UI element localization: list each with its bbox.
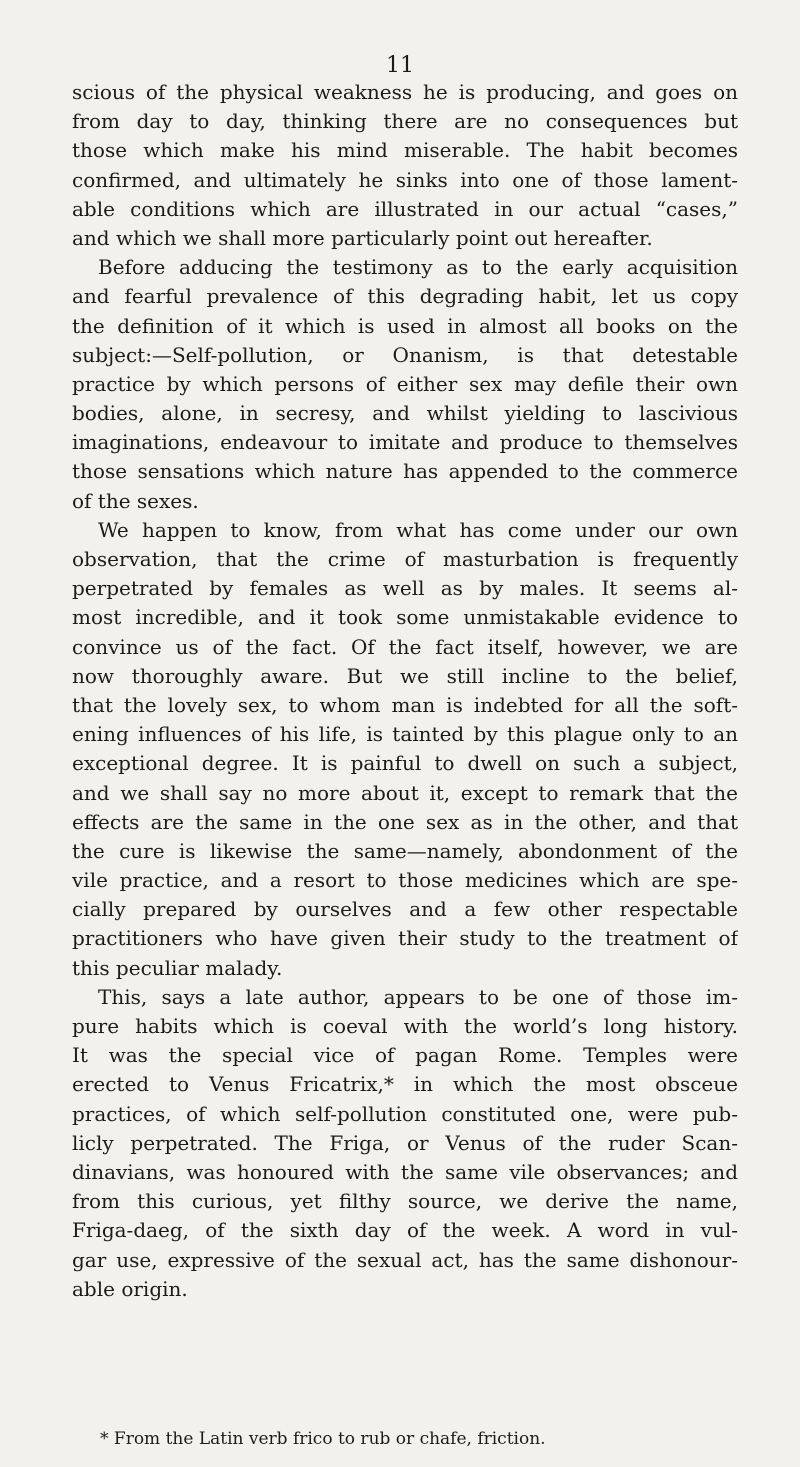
text-line: those which make his mind miserable. The habit becomes bbox=[72, 138, 738, 163]
text-line: vile practice, and a resort to those medicines which are spe- bbox=[72, 868, 738, 893]
text-line: from this curious, yet filthy source, we derive the name, bbox=[72, 1189, 738, 1214]
text-line: and which we shall more particularly point out hereafter. bbox=[72, 225, 653, 250]
text-line: effects are the same in the one sex as in the other, and that bbox=[72, 809, 738, 834]
text-line: erected to Venus Fricatrix,* in which the most obsceue bbox=[72, 1072, 738, 1097]
text-line: gar use, expressive of the sexual act, has the same dishonour- bbox=[72, 1247, 738, 1272]
text-line: that the lovely sex, to whom man is indebted for all the soft- bbox=[72, 692, 738, 717]
text-line: practices, of which self-pollution constituted one, were pub- bbox=[72, 1101, 738, 1126]
text-line: now thoroughly aware. But we still incline to the belief, bbox=[72, 663, 738, 688]
text-line: able conditions which are illustrated in our actual “cases,” bbox=[72, 196, 738, 221]
text-line: the definition of it which is used in almost all books on the bbox=[72, 313, 738, 338]
text-line: cially prepared by ourselves and a few other respectable bbox=[72, 897, 738, 922]
footnote: * From the Latin verb frico to rub or chafe, friction. bbox=[100, 1429, 546, 1449]
text-line: practice by which persons of either sex may defile their own bbox=[72, 371, 738, 396]
text-line: of the sexes. bbox=[72, 488, 199, 513]
page-number: 11 bbox=[386, 53, 414, 78]
text-line: dinavians, was honoured with the same vile observances; and bbox=[72, 1159, 738, 1184]
text-line: bodies, alone, in secresy, and whilst yielding to lascivious bbox=[72, 401, 738, 426]
text-line: convince us of the fact. Of the fact itself, however, we are bbox=[72, 634, 738, 659]
text-line: those sensations which nature has appended to the commerce bbox=[72, 459, 738, 484]
text-line: practitioners who have given their study to the treatment of bbox=[72, 926, 738, 951]
text-line: ening influences of his life, is tainted by this plague only to an bbox=[72, 722, 738, 747]
text-line: perpetrated by females as well as by males. It seems al- bbox=[72, 576, 738, 601]
text-line: This, says a late author, appears to be one of those im- bbox=[98, 984, 738, 1009]
text-line: licly perpetrated. The Friga, or Venus of the ruder Scan- bbox=[72, 1130, 738, 1155]
text-line: exceptional degree. It is painful to dwell on such a subject, bbox=[72, 751, 738, 776]
text-line: Before adducing the testimony as to the early acquisition bbox=[98, 255, 738, 280]
text-line: confirmed, and ultimately he sinks into one of those lament- bbox=[72, 167, 738, 192]
text-line: pure habits which is coeval with the world’s long history. bbox=[72, 1014, 738, 1038]
text-line: and we shall say no more about it, except to remark that the bbox=[72, 780, 738, 805]
text-line: the cure is likewise the same—namely, abondonment of the bbox=[72, 838, 738, 863]
text-line: scious of the physical weakness he is producing, and goes on bbox=[72, 80, 738, 104]
body-text bbox=[72, 78, 738, 1304]
text-line: this peculiar malady. bbox=[72, 955, 283, 980]
text-line: observation, that the crime of masturbation is frequently bbox=[72, 547, 738, 571]
text-line: from day to day, thinking there are no consequences but bbox=[72, 109, 738, 134]
text-line: and fearful prevalence of this degrading habit, let us copy bbox=[72, 284, 738, 309]
text-line: imaginations, endeavour to imitate and produce to themselves bbox=[72, 430, 738, 455]
text-line: We happen to know, from what has come under our own bbox=[98, 517, 738, 542]
text-line: It was the special vice of pagan Rome. Temples were bbox=[72, 1043, 738, 1068]
text-line: Friga-daeg, of the sixth day of the week. A word in vul- bbox=[72, 1218, 738, 1243]
text-line: subject:—Self-pollution, or Onanism, is that detestable bbox=[72, 342, 738, 367]
text-line: able origin. bbox=[72, 1276, 188, 1301]
text-line: most incredible, and it took some unmistakable evidence to bbox=[72, 605, 738, 630]
